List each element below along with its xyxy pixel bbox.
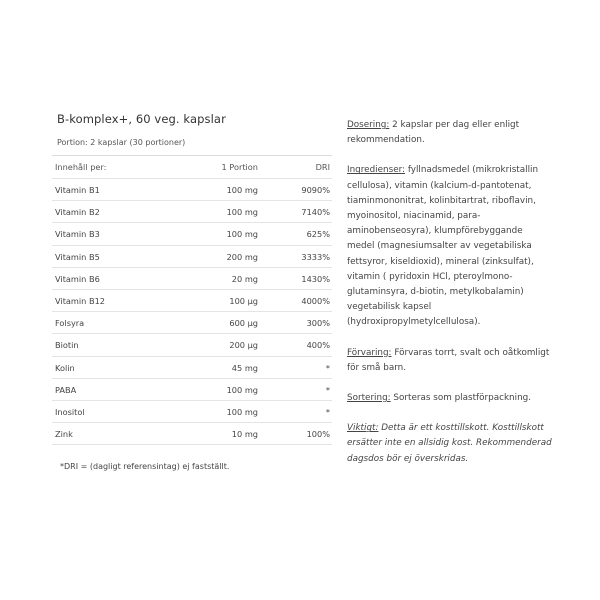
nutrient-name: Vitamin B6 bbox=[55, 273, 100, 284]
product-info bbox=[347, 118, 552, 482]
viktigt-label: Viktigt: bbox=[347, 423, 379, 434]
nutrient-amount: 600 µg bbox=[229, 318, 258, 329]
nutrient-dri: 400% bbox=[306, 340, 330, 351]
table-row bbox=[52, 179, 332, 201]
nutrient-name: Folsyra bbox=[55, 318, 85, 329]
ingredienser-text: fyllnadsmedel (mikrokristallin cellulosa), vitamin (kalcium-d-pantotenat, tiaminmononitrat, kolinbitartrat, riboflavin, myoinositol, niacinamid, para-aminobenseosyra), klumpförebyggande medel (magnesiumsalter av vegetabiliska fettsyror, kiseldioxid), mineral (zinksulfat), vitamin ( pyridoxin HCl, pteroylmono-glutaminsyra, d-biotin, metylkobalamin) vegetabilisk kapsel (hydroxipropylmetylcellulosa). bbox=[347, 165, 539, 328]
nutrient-dri: 3333% bbox=[301, 251, 330, 262]
nutrient-amount: 20 mg bbox=[231, 273, 258, 284]
dosering-label: Dosering: bbox=[347, 120, 390, 130]
nutrient-name: Inositol bbox=[55, 406, 85, 417]
nutrient-name: Vitamin B1 bbox=[55, 185, 100, 195]
nutrient-name: PABA bbox=[55, 384, 77, 395]
nutrient-dri: * bbox=[325, 384, 330, 395]
viktigt-text: Detta är ett kosttillskott. Kosttillskott ersätter inte en allsidig kost. Rekommenderad dagsdos bör ej överskridas. bbox=[347, 423, 552, 464]
nutrient-amount: 100 mg bbox=[226, 406, 258, 417]
table-row bbox=[52, 290, 332, 312]
header-portion: 1 Portion bbox=[221, 162, 258, 172]
nutrient-dri: 625% bbox=[306, 229, 330, 240]
nutrient-dri: 1430% bbox=[301, 273, 330, 284]
nutrient-dri: 7140% bbox=[301, 207, 330, 218]
dri-footnote: *DRI = (dagligt referensintag) ej fastställt. bbox=[60, 462, 230, 472]
table-row bbox=[52, 334, 332, 356]
nutrient-name: Zink bbox=[55, 429, 73, 440]
nutrient-amount: 100 mg bbox=[226, 229, 258, 240]
table-row bbox=[52, 401, 332, 423]
forvaring-section bbox=[347, 346, 552, 376]
header-dri: DRI bbox=[315, 162, 330, 172]
nutrient-name: Vitamin B2 bbox=[55, 207, 100, 218]
nutrient-name: Biotin bbox=[55, 340, 79, 351]
sortering-section bbox=[347, 391, 552, 406]
table-row bbox=[52, 268, 332, 290]
product-title: B-komplex+, 60 veg. kapslar bbox=[57, 112, 226, 126]
table-row bbox=[52, 357, 332, 379]
nutrient-amount: 100 mg bbox=[226, 185, 258, 195]
nutrient-amount: 100 mg bbox=[226, 384, 258, 395]
table-row bbox=[52, 312, 332, 334]
portion-text: Portion: 2 kapslar (30 portioner) bbox=[57, 138, 186, 147]
nutrient-name: Vitamin B12 bbox=[55, 295, 106, 306]
header-content: Innehåll per: bbox=[55, 162, 107, 172]
nutrition-panel bbox=[52, 112, 332, 471]
nutrient-amount: 100 µg bbox=[229, 295, 258, 306]
nutrient-name: Kolin bbox=[55, 362, 75, 373]
nutrient-dri: 9090% bbox=[301, 185, 330, 195]
ingredienser-label: Ingredienser: bbox=[347, 165, 406, 176]
nutrient-amount: 100 mg bbox=[226, 207, 258, 218]
nutrient-dri: * bbox=[325, 362, 330, 373]
nutrient-dri: * bbox=[325, 406, 330, 417]
nutrient-amount: 45 mg bbox=[231, 362, 258, 373]
sortering-text: Sorteras som plastförpackning. bbox=[390, 393, 532, 404]
forvaring-label: Förvaring: bbox=[347, 347, 392, 358]
nutrient-table-body bbox=[52, 179, 332, 445]
dosering-text: 2 kapslar per dag eller enligt rekommendation. bbox=[347, 120, 520, 146]
forvaring-text: Förvaras torrt, svalt och oåtkomligt för små barn. bbox=[347, 347, 550, 373]
nutrient-amount: 200 µg bbox=[229, 340, 258, 351]
viktigt-section bbox=[347, 421, 552, 467]
sortering-label: Sortering: bbox=[347, 393, 391, 404]
table-row bbox=[52, 379, 332, 401]
nutrient-dri: 4000% bbox=[301, 295, 330, 306]
nutrient-dri: 100% bbox=[306, 429, 330, 440]
table-header-row bbox=[52, 156, 332, 179]
nutrient-amount: 10 mg bbox=[231, 429, 258, 440]
nutrient-dri: 300% bbox=[306, 318, 330, 329]
nutrient-name: Vitamin B3 bbox=[55, 229, 100, 240]
table-row bbox=[52, 246, 332, 268]
table-row bbox=[52, 201, 332, 223]
ingredienser-section bbox=[347, 163, 552, 330]
nutrient-amount: 200 mg bbox=[226, 251, 258, 262]
table-row bbox=[52, 423, 332, 445]
nutrient-name: Vitamin B5 bbox=[55, 251, 100, 262]
table-row bbox=[52, 223, 332, 245]
dosering-section bbox=[347, 118, 552, 148]
